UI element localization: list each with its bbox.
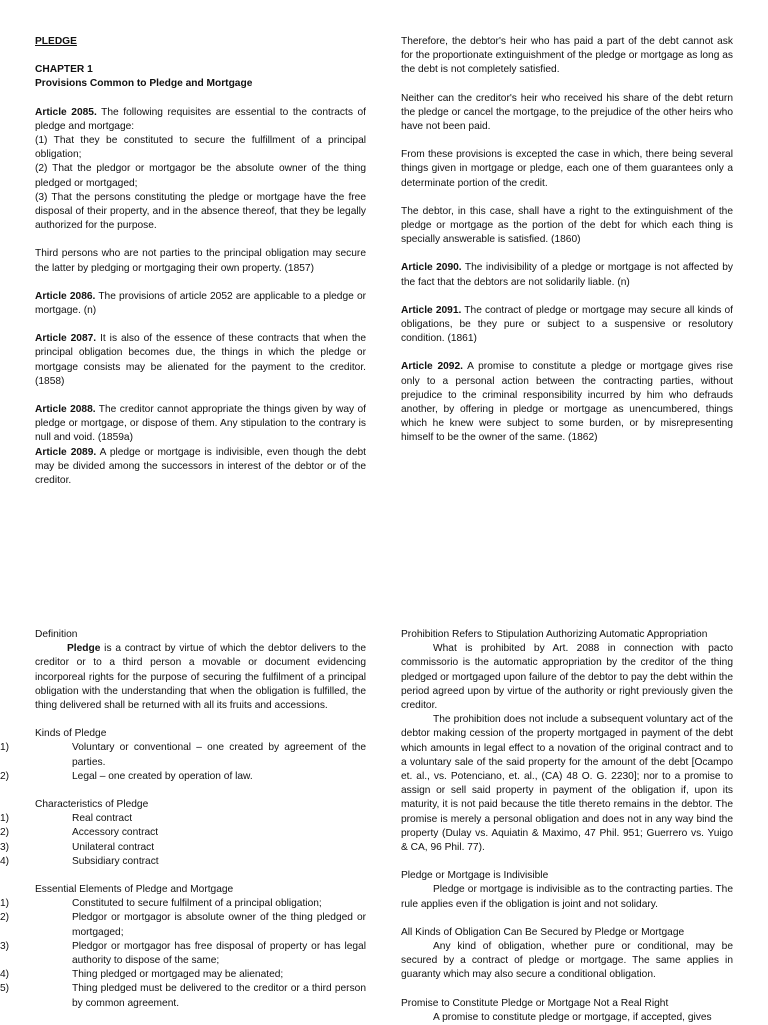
section-heading: All Kinds of Obligation Can Be Secured by Pledge or Mortgage <box>401 926 685 938</box>
article-2086: Article 2086. The provisions of article 2052 are applicable to a pledge or mortgage. (n) <box>35 290 367 317</box>
section-heading: Definition <box>35 629 78 640</box>
article-2089: Article 2089. A pledge or mortgage is indivisible, even though the debt may be divided among the successors in interest of the debtor or of the creditor. <box>35 446 366 487</box>
document-title: PLEDGE <box>35 36 77 47</box>
article-2088: Article 2088. The creditor cannot appropriate the things given by way of pledge or mortgage, or dispose of them. Any stipulation to the contrary is null and void. (1859a) <box>35 404 366 444</box>
third-persons-paragraph: Third persons who are not parties to the principal obligation may secure the latter by pledging or mortgaging their own property. (1857) <box>35 248 366 274</box>
article-2091: Article 2091. The contract of pledge or mortgage may secure all kinds of obligations, be they pure or subject to a suspensive or resolutory condition. (1861) <box>401 304 733 345</box>
article-2085-text: The following requisites are essential to the contracts of pledge and mortgage: <box>35 106 366 132</box>
section-heading: Characteristics of Pledge <box>35 799 149 811</box>
kinds-list <box>0 741 366 784</box>
article-2085 <box>35 106 366 234</box>
section-heading: Kinds of Pledge <box>35 728 107 740</box>
list-item: 3) Pledgor or mortgagor has free disposal of property or has legal authority to dispose of the same; <box>0 940 366 967</box>
article-2090: Article 2090. The indivisibility of a pledge or mortgage is not affected by the fact that the debtors are not solidarily liable. (n) <box>401 262 733 288</box>
list-item: 2) Accessory contract <box>0 827 159 839</box>
article-2085-label: Article 2085. <box>35 106 97 118</box>
list-item: 4) Thing pledged or mortgaged may be alienated; <box>0 969 284 981</box>
article-2085-item: (1) That they be constituted to secure the fulfillment of a principal obligation; <box>35 135 366 161</box>
paragraph: From these provisions is excepted the case in which, there being several things given in mortgage or pledge, each one of them guarantees only a determinate portion of the credit. <box>401 149 733 189</box>
list-item: 1) Voluntary or conventional – one created by agreement of the parties. <box>0 742 366 768</box>
right-top-column <box>401 35 733 446</box>
section-heading: Pledge or Mortgage is Indivisible <box>401 870 549 882</box>
left-bottom-column <box>0 628 366 1011</box>
section-heading: Essential Elements of Pledge and Mortgage <box>35 884 234 896</box>
list-item: 1) Constituted to secure fulfilment of a principal obligation; <box>0 898 322 910</box>
paragraph: Pledge or mortgage is indivisible as to the contracting parties. The rule applies even if the obligation is joint and not solidary. <box>401 884 733 910</box>
list-item: 3) Unilateral contract <box>0 841 155 853</box>
paragraph: The prohibition does not include a subsequent voluntary act of the debtor making cession of the property mortgaged in payment of the debt which amounts in legal effect to a novation of the original contract and to a voluntary sale of the said property for the amount of the debt [Ocampo et. al., vs. Potenciano, et. al., (CA) 48 O. G. 2230]; nor to a promise to assign or sell said property in payment of the obligation if, upon its maturity, it is not paid because the title thereto remains in the debtor. The promise is merely a personal obligation and does not in any way bind the property (Dulay vs. Aquiatin & Maximo, 47 Phil. 951; Guerrero vs. Yuigo & CA, 96 Phil. 77). <box>401 714 733 854</box>
paragraph: A promise to constitute pledge or mortgage, if accepted, gives <box>433 1011 712 1023</box>
definition-paragraph: Pledge is a contract by virtue of which the debtor delivers to the creditor or to a third person a movable or document evidencing incorporeal rights for the purpose of securing the fulfilment of a principal obligation with the understanding that when the obligation is fulfilled, the thing delivered shall be returned with all its fruits and accessions. <box>35 643 366 712</box>
article-2085-item: (2) That the pledgor or mortgagor be the absolute owner of the thing pledged or mortgaged; <box>35 163 366 189</box>
article-2085-item: (3) That the persons constituting the pledge or mortgage have the free disposal of their property, and in the absence thereof, that they be legally authorized for the purpose. <box>35 191 366 232</box>
characteristics-list <box>0 812 366 869</box>
article-2087: Article 2087. It is also of the essence of these contracts that when the principal obligation becomes due, the things in which the pledge or mortgage consists may be alienated for the payment to the creditor. (1858) <box>35 333 366 387</box>
left-top-column <box>35 35 366 488</box>
paragraph: Neither can the creditor's heir who received his share of the debt return the pledge or cancel the mortgage, to the prejudice of the other heirs who have not been paid. <box>401 92 733 133</box>
paragraph: Therefore, the debtor's heir who has paid a part of the debt cannot ask for the proportionate extinguishment of the pledge or mortgage as long as the debt is not completely satisfied. <box>401 36 733 76</box>
article-2092: Article 2092. A promise to constitute a pledge or mortgage gives rise only to a personal action between the contracting parties, without prejudice to the criminal responsibility incurred by him who defrauds another, by offering in pledge or mortgage as unencumbered, things which he knew were subject to some burden, or by misrepresenting himself to be the owner of the same. (1862) <box>401 361 733 444</box>
list-item: 4) Subsidiary contract <box>0 855 159 867</box>
section-heading: Promise to Constitute Pledge or Mortgage Not a Real Right <box>401 997 669 1009</box>
list-item: 5) Thing pledged must be delivered to the creditor or a third person by common agreement. <box>0 983 366 1009</box>
section-heading: Prohibition Refers to Stipulation Authorizing Automatic Appropriation <box>401 629 708 640</box>
list-item: 1) Real contract <box>0 813 133 825</box>
list-item: 2) Legal – one created by operation of law. <box>0 770 253 782</box>
list-item: 2) Pledgor or mortgagor is absolute owner of the thing pledged or mortgaged; <box>0 912 366 938</box>
chapter-subtitle: Provisions Common to Pledge and Mortgage <box>35 78 253 90</box>
right-bottom-column <box>401 628 733 1025</box>
paragraph: The debtor, in this case, shall have a right to the extinguishment of the pledge or mortgage as the portion of the debt for which each thing is specially answerable is satisfied. (1860) <box>401 205 733 246</box>
elements-list <box>0 897 366 1011</box>
paragraph: Any kind of obligation, whether pure or conditional, may be secured by a contract of pledge or mortgage. The same applies in guaranty which may also secure a conditional obligation. <box>401 941 733 981</box>
chapter-label: CHAPTER 1 <box>35 64 93 76</box>
paragraph: What is prohibited by Art. 2088 in connection with pacto commissorio is the automatic appropriation by the creditor of the thing pledged or mortgaged upon failure of the debtor to pay the debt within the period agreed upon by virtue of the authority or right previously given the creditor. <box>401 643 733 712</box>
